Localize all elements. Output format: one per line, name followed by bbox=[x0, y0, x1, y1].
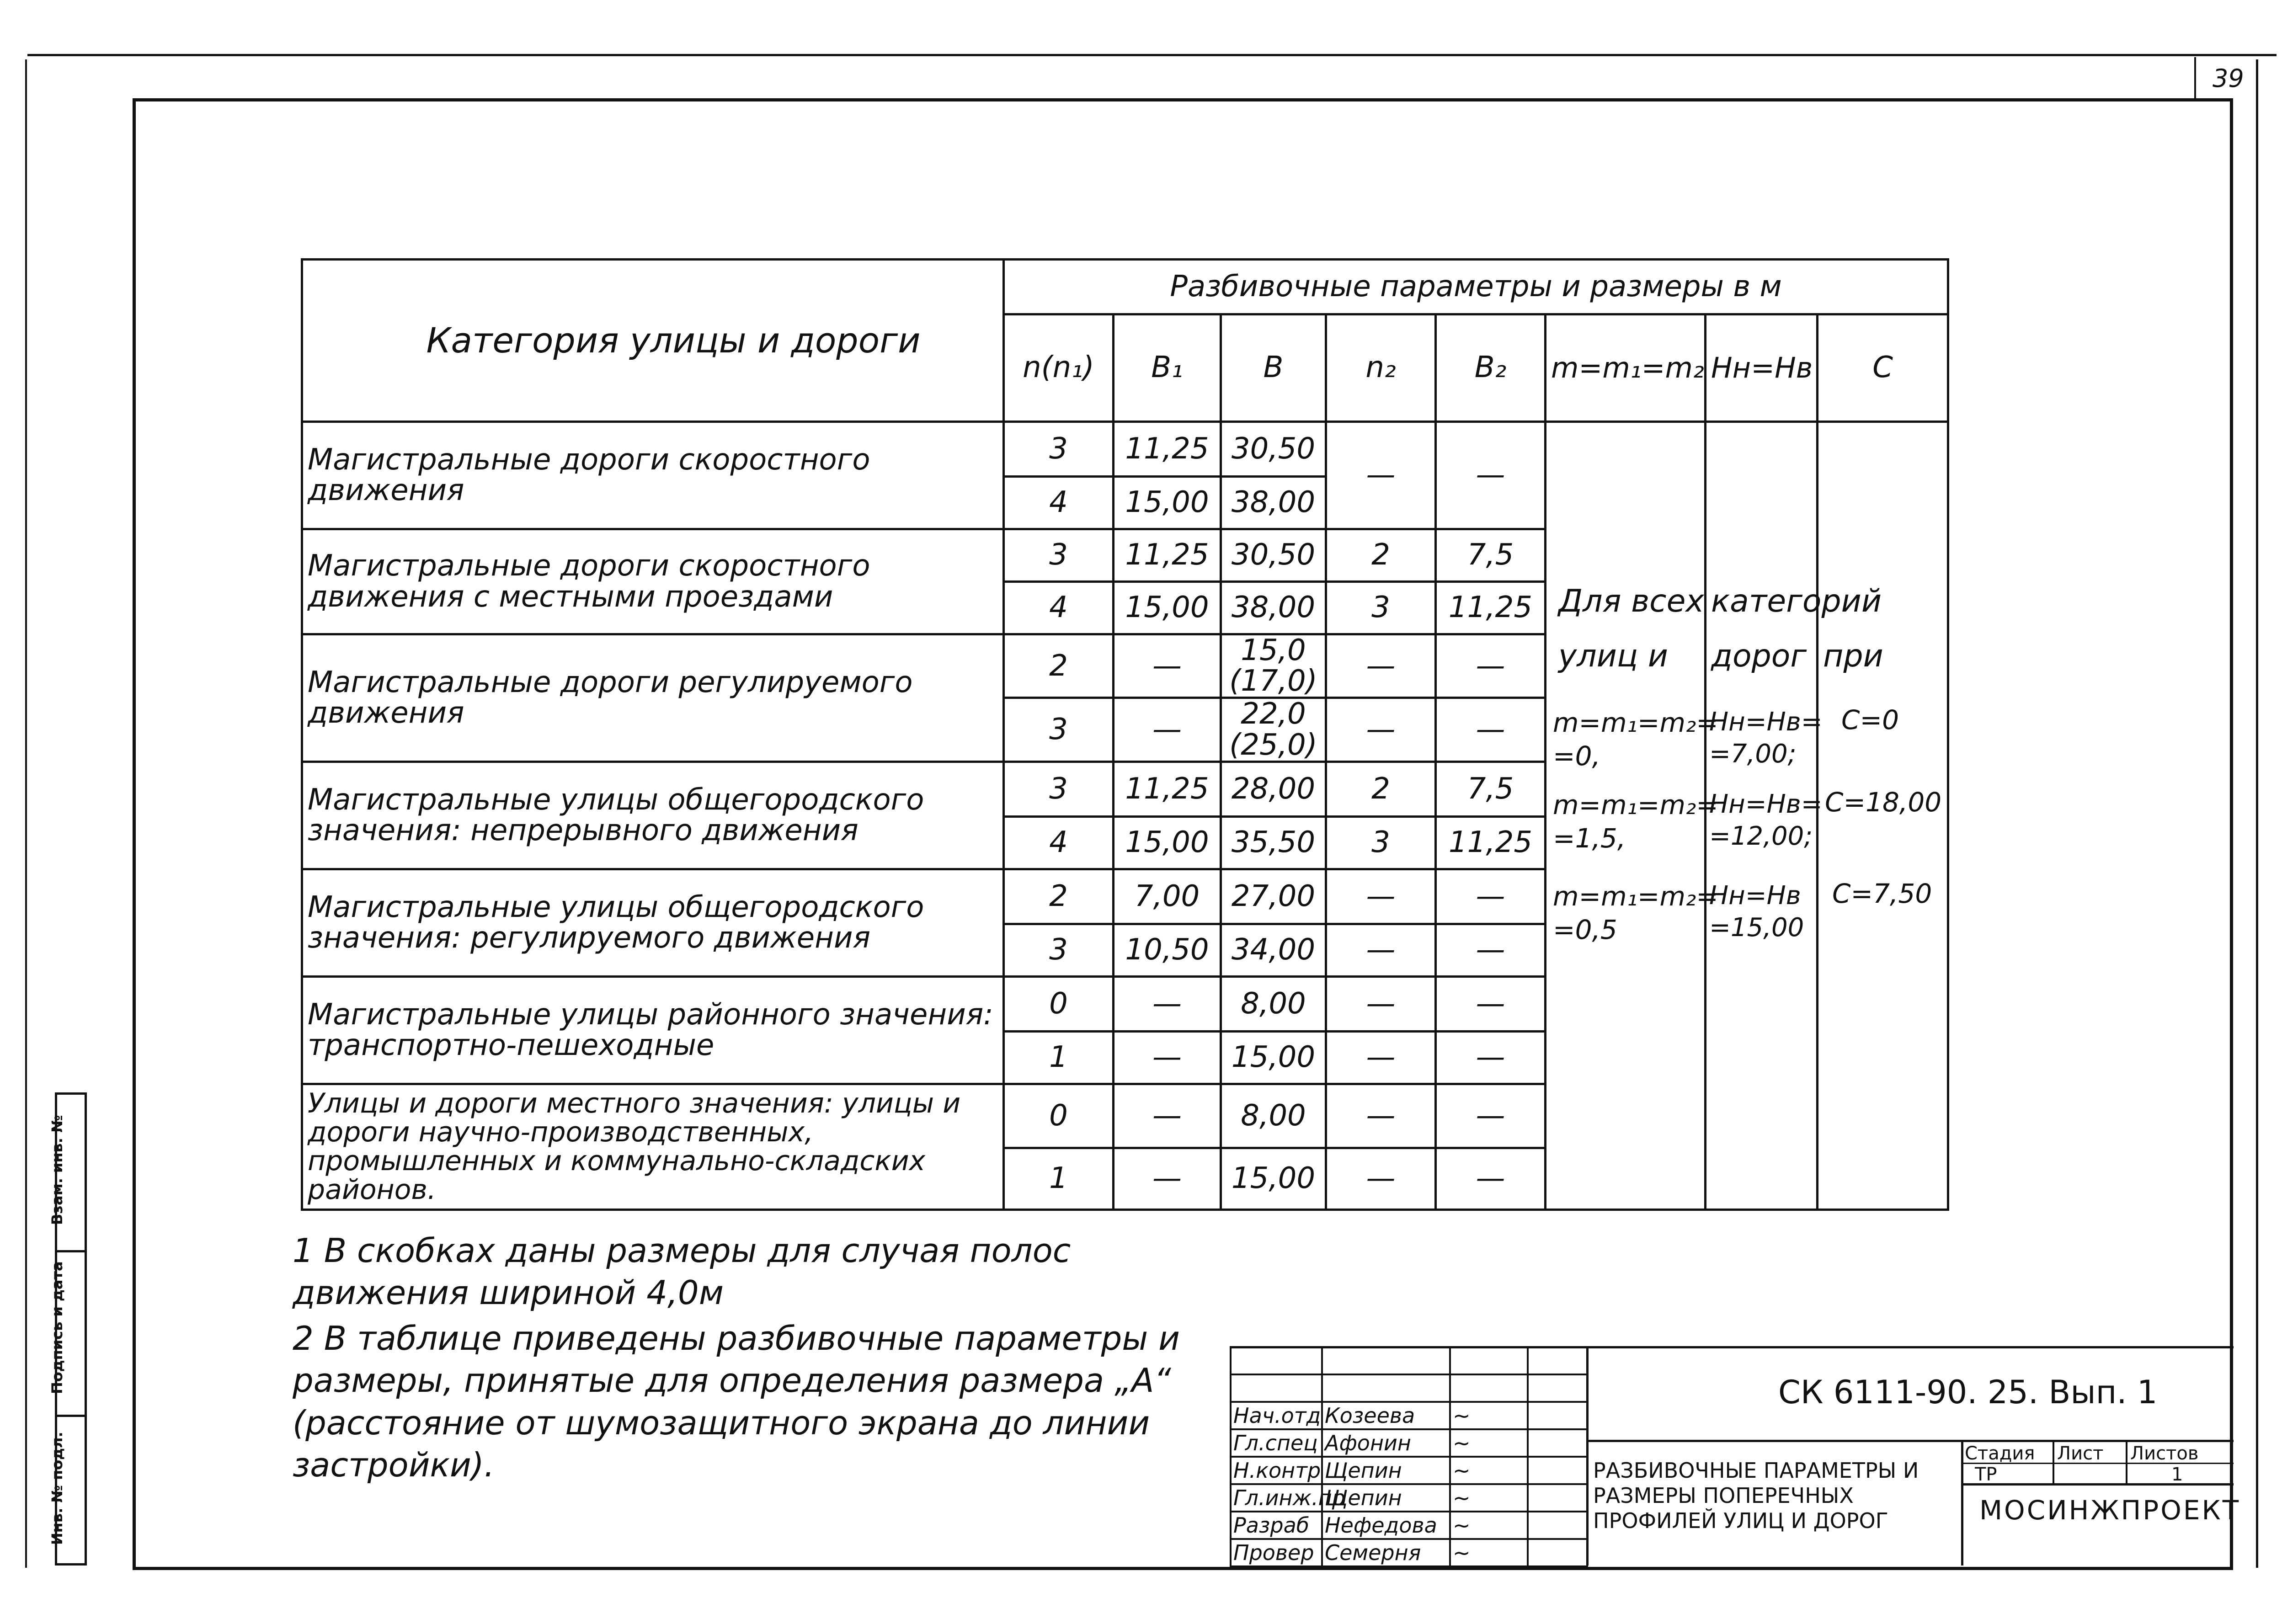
category-cell: Магистральные улицы общегородского значения: регулируемого движения bbox=[302, 869, 1004, 976]
spanned-c-2: C=18,00 bbox=[1825, 787, 1942, 818]
cell-b1: 11,25 bbox=[1114, 529, 1221, 582]
side-label-inv: Инв. № подл. bbox=[48, 1432, 66, 1545]
side-label-replace: Взам. инв. № bbox=[48, 1115, 66, 1225]
blank-cell bbox=[1528, 1512, 1587, 1539]
cell-n2: — bbox=[1326, 869, 1436, 924]
cell-b1: — bbox=[1114, 1084, 1221, 1148]
cell-b: 38,00 bbox=[1221, 582, 1326, 634]
signature-cell: ~ bbox=[1450, 1539, 1528, 1566]
cell-b: 15,00 bbox=[1221, 1148, 1326, 1209]
cell-n: 1 bbox=[1004, 1031, 1114, 1084]
blank-cell bbox=[1528, 1347, 1587, 1374]
cell-b1: — bbox=[1114, 976, 1221, 1031]
cell-n: 2 bbox=[1004, 869, 1114, 924]
blank-cell bbox=[1528, 1374, 1587, 1402]
cell-b2: — bbox=[1436, 1148, 1546, 1209]
role-cell: Разраб bbox=[1231, 1512, 1322, 1539]
spanned-intro-2: категорий bbox=[1711, 583, 1882, 619]
cell-n2: — bbox=[1326, 924, 1436, 976]
cell-b2: — bbox=[1436, 924, 1546, 976]
sheets-value: 1 bbox=[2171, 1464, 2183, 1485]
cell-b: 15,0 (17,0) bbox=[1221, 634, 1326, 698]
blank-cell bbox=[1528, 1402, 1587, 1429]
role-cell: Н.контр bbox=[1231, 1457, 1322, 1484]
blank-cell bbox=[1231, 1347, 1322, 1374]
cell-b: 30,50 bbox=[1221, 422, 1326, 477]
stage-label: Стадия bbox=[1965, 1443, 2035, 1464]
cell-n2: — bbox=[1326, 698, 1436, 761]
notes bbox=[293, 1230, 1230, 1486]
cell-n2: 3 bbox=[1326, 582, 1436, 634]
blank-cell bbox=[1322, 1347, 1450, 1374]
stamp-mid-rule bbox=[1586, 1440, 2234, 1442]
role-cell: Гл.инж.пр bbox=[1231, 1484, 1322, 1512]
category-cell: Магистральные дороги скоростного движения с местными проездами bbox=[302, 529, 1004, 634]
cell-b: 22,0 (25,0) bbox=[1221, 698, 1326, 761]
cell-b1: 7,00 bbox=[1114, 869, 1221, 924]
top-rule bbox=[27, 54, 2277, 56]
name-cell: Афонин bbox=[1322, 1429, 1450, 1457]
blank-cell bbox=[1528, 1429, 1587, 1457]
cell-n: 3 bbox=[1004, 529, 1114, 582]
cell-n: 3 bbox=[1004, 761, 1114, 816]
stamp-col bbox=[2126, 1440, 2127, 1483]
category-cell: Магистральные дороги скоростного движения bbox=[302, 422, 1004, 529]
signature-cell: ~ bbox=[1450, 1402, 1528, 1429]
stamp-org-rule bbox=[1961, 1483, 2234, 1486]
header-col-n2: n₂ bbox=[1326, 314, 1436, 422]
header-col-h: Hн=Hв bbox=[1706, 314, 1818, 422]
spanned-h-2: Hн=Hв= =12,00; bbox=[1709, 789, 1823, 851]
cell-n2: — bbox=[1326, 422, 1436, 529]
cell-b1: 11,25 bbox=[1114, 422, 1221, 477]
spanned-intro-3: улиц и bbox=[1558, 638, 1668, 674]
spanned-c-3: C=7,50 bbox=[1832, 878, 1932, 909]
cell-b: 38,00 bbox=[1221, 477, 1326, 529]
blank-cell bbox=[1528, 1539, 1587, 1566]
left-edge bbox=[25, 59, 27, 1568]
cell-b: 8,00 bbox=[1221, 1084, 1326, 1148]
category-cell: Магистральные улицы общегородского значения: непрерывного движения bbox=[302, 761, 1004, 869]
cell-b: 27,00 bbox=[1221, 869, 1326, 924]
header-col-c: C bbox=[1818, 314, 1948, 422]
cell-n2: 3 bbox=[1326, 816, 1436, 869]
cell-b2: — bbox=[1436, 869, 1546, 924]
cell-b2: 7,5 bbox=[1436, 761, 1546, 816]
header-col-n: n(n₁) bbox=[1004, 314, 1114, 422]
cell-b1: 15,00 bbox=[1114, 582, 1221, 634]
cell-b2: 11,25 bbox=[1436, 816, 1546, 869]
cell-n: 3 bbox=[1004, 698, 1114, 761]
cell-b2: — bbox=[1436, 698, 1546, 761]
category-cell: Улицы и дороги местного значения: улицы и дороги научно-производственных, промышленных и коммунально-складских районов. bbox=[302, 1084, 1004, 1209]
cell-n: 4 bbox=[1004, 477, 1114, 529]
cell-b1: 10,50 bbox=[1114, 924, 1221, 976]
cell-b2: 11,25 bbox=[1436, 582, 1546, 634]
spanned-m-column bbox=[1546, 422, 1718, 1210]
blank-cell bbox=[1450, 1347, 1528, 1374]
spanned-intro-5: при bbox=[1823, 638, 1883, 674]
cell-b2: — bbox=[1436, 976, 1546, 1031]
name-cell: Щепин bbox=[1322, 1484, 1450, 1512]
cell-n2: — bbox=[1326, 976, 1436, 1031]
right-margin-rule bbox=[2256, 59, 2258, 1568]
side-divider bbox=[57, 1415, 85, 1417]
cell-n: 1 bbox=[1004, 1148, 1114, 1209]
cell-b2: — bbox=[1436, 1031, 1546, 1084]
spanned-c-1: C=0 bbox=[1841, 704, 1899, 735]
spanned-intro-1: Для всех bbox=[1558, 583, 1704, 619]
blank-cell bbox=[1528, 1457, 1587, 1484]
blank-cell bbox=[1322, 1374, 1450, 1402]
spanned-intro-4: дорог bbox=[1711, 638, 1807, 674]
cell-b: 34,00 bbox=[1221, 924, 1326, 976]
spanned-m-1: m=m₁=m₂= =0, bbox=[1553, 707, 1718, 772]
cell-n: 0 bbox=[1004, 1084, 1114, 1148]
cell-b1: — bbox=[1114, 1148, 1221, 1209]
sheets-label: Листов bbox=[2130, 1443, 2199, 1464]
cell-n2: 2 bbox=[1326, 761, 1436, 816]
spanned-h-1: Hн=Hв= =7,00; bbox=[1709, 707, 1823, 769]
cell-b1: 15,00 bbox=[1114, 816, 1221, 869]
cell-b2: 7,5 bbox=[1436, 529, 1546, 582]
signature-cell: ~ bbox=[1450, 1429, 1528, 1457]
document-code: СК 6111-90. 25. Вып. 1 bbox=[1778, 1374, 2158, 1411]
role-cell: Провер bbox=[1231, 1539, 1322, 1566]
signatures-grid bbox=[1230, 1346, 1586, 1565]
header-group: Разбивочные параметры и размеры в м bbox=[1004, 260, 1948, 314]
cell-b1: 11,25 bbox=[1114, 761, 1221, 816]
signature-cell: ~ bbox=[1450, 1457, 1528, 1484]
cell-b2: — bbox=[1436, 634, 1546, 698]
cell-b: 28,00 bbox=[1221, 761, 1326, 816]
drawing-title: РАЗБИВОЧНЫЕ ПАРАМЕТРЫ И РАЗМЕРЫ ПОПЕРЕЧНЫХ ПРОФИЛЕЙ УЛИЦ И ДОРОГ bbox=[1593, 1458, 1919, 1533]
cell-b: 30,50 bbox=[1221, 529, 1326, 582]
cell-n2: — bbox=[1326, 1084, 1436, 1148]
name-cell: Семерня bbox=[1322, 1539, 1450, 1566]
side-divider bbox=[57, 1250, 85, 1252]
cell-b2: — bbox=[1436, 422, 1546, 529]
blank-cell bbox=[1450, 1374, 1528, 1402]
stamp-col bbox=[2053, 1440, 2054, 1483]
title-block bbox=[1230, 1346, 2241, 1565]
signature-cell: ~ bbox=[1450, 1484, 1528, 1512]
name-cell: Нефедова bbox=[1322, 1512, 1450, 1539]
organization: МОСИНЖПРОЕКТ bbox=[1979, 1495, 2241, 1526]
cell-n2: — bbox=[1326, 1148, 1436, 1209]
header-category: Категория улицы и дороги bbox=[302, 260, 1004, 422]
cell-b: 8,00 bbox=[1221, 976, 1326, 1031]
cell-n: 0 bbox=[1004, 976, 1114, 1031]
cell-b1: — bbox=[1114, 1031, 1221, 1084]
cell-b1: — bbox=[1114, 634, 1221, 698]
sheet-number: 39 bbox=[2213, 64, 2244, 93]
header-col-b: B bbox=[1221, 314, 1326, 422]
parameters-table bbox=[301, 258, 1949, 1211]
category-cell: Магистральные дороги регулируемого движения bbox=[302, 634, 1004, 762]
sheet-label: Лист bbox=[2057, 1443, 2104, 1464]
spanned-c-column bbox=[1818, 422, 1948, 1210]
cell-b: 35,50 bbox=[1221, 816, 1326, 869]
header-col-b2: B₂ bbox=[1436, 314, 1546, 422]
blank-cell bbox=[1231, 1374, 1322, 1402]
note-2: 2 В таблице приведены разбивочные параметры и размеры, принятые для определения размера „А“ (расстояние от шумозащитного экрана до линии застройки). bbox=[293, 1319, 1180, 1484]
stamp-stage-divider bbox=[1961, 1440, 1963, 1565]
cell-b: 15,00 bbox=[1221, 1031, 1326, 1084]
spanned-m-3: m=m₁=m₂= =0,5 bbox=[1553, 881, 1718, 945]
side-label-sign: Подпись и дата bbox=[48, 1261, 66, 1394]
cell-n2: — bbox=[1326, 634, 1436, 698]
signature-cell: ~ bbox=[1450, 1512, 1528, 1539]
note-1: 1 В скобках даны размеры для случая полос движения шириной 4,0м bbox=[293, 1231, 1071, 1312]
cell-n: 3 bbox=[1004, 924, 1114, 976]
category-cell: Магистральные улицы районного значения: транспортно-пешеходные bbox=[302, 976, 1004, 1084]
role-cell: Гл.спец bbox=[1231, 1429, 1322, 1457]
header-col-b1: B₁ bbox=[1114, 314, 1221, 422]
cell-n: 3 bbox=[1004, 422, 1114, 477]
cell-b1: — bbox=[1114, 698, 1221, 761]
name-cell: Щепин bbox=[1322, 1457, 1450, 1484]
cell-n: 4 bbox=[1004, 582, 1114, 634]
cell-b1: 15,00 bbox=[1114, 477, 1221, 529]
header-col-m: m=m₁=m₂ bbox=[1546, 314, 1706, 422]
sheet-number-box bbox=[2194, 57, 2196, 98]
cell-n: 4 bbox=[1004, 816, 1114, 869]
cell-n: 2 bbox=[1004, 634, 1114, 698]
name-cell: Козеева bbox=[1322, 1402, 1450, 1429]
stage-value: ТР bbox=[1975, 1464, 1997, 1485]
cell-n2: — bbox=[1326, 1031, 1436, 1084]
cell-b2: — bbox=[1436, 1084, 1546, 1148]
spanned-h-3: Hн=Hв =15,00 bbox=[1709, 881, 1804, 942]
spanned-m-2: m=m₁=m₂= =1,5, bbox=[1553, 789, 1718, 854]
signatures-table bbox=[1230, 1346, 1588, 1567]
blank-cell bbox=[1528, 1484, 1587, 1512]
cell-n2: 2 bbox=[1326, 529, 1436, 582]
role-cell: Нач.отд bbox=[1231, 1402, 1322, 1429]
